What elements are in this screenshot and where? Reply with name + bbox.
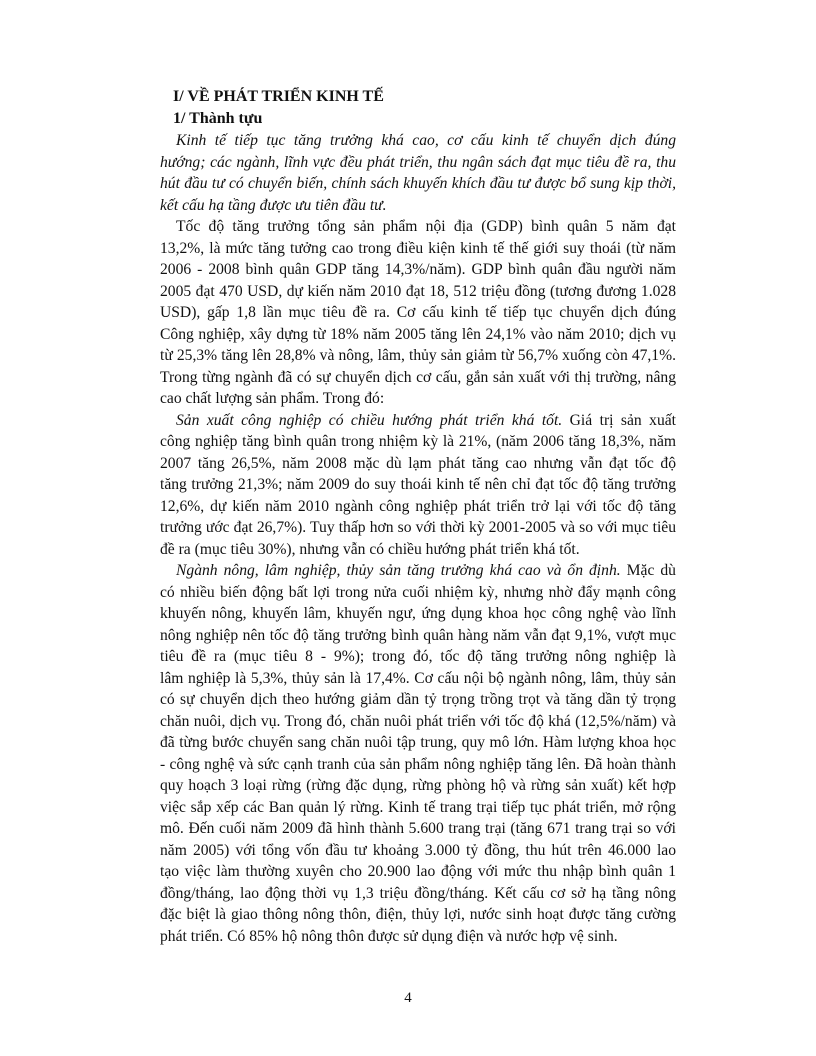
subsection-heading: 1/ Thành tựu [173,110,263,127]
text-line [160,130,676,152]
line-text: Kinh tế tiếp tục tăng trưởng khá cao, cơ cấu kinh tế chuyển dịch đúng [176,132,676,149]
line-text: khuyến nông, khuyến lâm, khuyến ngư, ứng dụng khoa học công nghệ vào lĩnh [160,605,676,622]
line-text: tăng trưởng 21,3%; năm 2009 do suy thoái kinh tế nên chỉ đạt tốc độ tăng trưởng [160,476,676,493]
line-text: năm 2005) với tổng vốn đầu tư khoảng 3.000 tỷ đồng, thu hút trên 46.000 lao [160,841,676,859]
line-text: phát triển. Có 85% hộ nông thôn được sử dụng điện và nước hợp vệ sinh. [160,927,618,945]
line-text: nông nghiệp nên tốc độ tăng trưởng bình quân hàng năm vẫn đạt 9,1%, vượt mục [160,626,676,644]
text-line [160,388,676,410]
document-body [160,86,676,947]
line-text: 2005 đạt 470 USD, dự kiến năm 2010 đạt 18, 512 triệu đồng (tương đương 1.028 [160,282,676,300]
line-text: từ 25,3% tăng lên 28,8% và nông, lâm, thủy sản giảm từ 56,7% xuống còn 47,1%. [160,347,676,364]
text-line [160,302,676,324]
text-line [160,603,676,625]
line-text: có sự chuyển dịch theo hướng giảm dần tỷ trọng trồng trọt và tăng dần tỷ trọng [160,691,676,708]
text-line [160,195,676,217]
paragraphs [160,130,676,947]
line-text: Công nghiệp, xây dựng từ 18% năm 2005 tăng lên 24,1% vào năm 2010; dịch vụ [160,325,676,343]
text-line [160,582,676,604]
text-line [160,668,676,690]
line-text: Tốc độ tăng trưởng tổng sản phẩm nội địa (GDP) bình quân 5 năm đạt [176,218,676,235]
line-text: trưởng ước đạt 26,7%). Tuy thấp hơn so với thời kỳ 2001-2005 và so với mục tiêu [160,519,676,536]
text-line [160,926,676,948]
text-line [160,711,676,733]
line-text: tiêu đề ra (mục tiêu 8 - 9%); trong đó, tốc độ tăng trưởng nông nghiệp là [160,648,676,665]
text-line [160,883,676,905]
line-text: 12,6%, dự kiến năm 2010 ngành công nghiệp phát triển trở lại với tốc độ tăng [160,497,676,515]
line-text: Mặc dù [620,562,676,579]
text-line [160,904,676,926]
line-text: đồng/tháng, lao động thời vụ 1,3 triệu đồng/tháng. Kết cấu cơ sở hạ tầng nông [160,884,676,902]
line-text: lâm nghiệp là 5,3%, thủy sản là 17,4%. Cơ cấu nội bộ ngành nông, lâm, thủy sản [160,669,676,687]
line-text: kết cấu hạ tầng được ưu tiên đầu tư. [160,196,387,214]
italic-lead-sentence: Sản xuất công nghiệp có chiều hướng phát triển khá tốt. [176,411,563,429]
text-line [160,818,676,840]
line-text: 2006 - 2008 bình quân GDP tăng 14,3%/năm). GDP bình quân đầu người năm [160,261,676,278]
text-line [160,496,676,518]
text-line [160,367,676,389]
text-line [160,324,676,346]
line-text: đặc biệt là giao thông nông thôn, điện, thủy lợi, nước sinh hoạt được tăng cường [160,906,676,923]
line-text: việc sắp xếp các Ban quản lý rừng. Kinh tế trang trại tiếp tục phát triển, mở rộng [160,798,676,816]
text-line [160,797,676,819]
text-line [160,410,676,432]
line-text: hút đầu tư có chuyển biến, chính sách khuyến khích đầu tư được bổ sung kịp thời, [160,175,676,192]
text-line [160,216,676,238]
line-text: 13,2%, là mức tăng tưởng cao trong điều kiện kinh tế thế giới suy thoái (từ năm [160,239,676,257]
line-text: USD), gấp 1,8 lần mục tiêu đề ra. Cơ cấu kinh tế tiếp tục chuyển dịch đúng [160,304,676,321]
text-line [160,732,676,754]
line-text: cao chất lượng sản phẩm. Trong đó: [160,390,385,407]
line-text: mô. Đến cuối năm 2009 đã hình thành 5.600 trang trại (tăng 671 trang trại so với [160,820,676,837]
text-line [160,560,676,582]
line-text: 2007 tăng 26,5%, năm 2008 mặc dù lạm phát tăng cao nhưng vẫn đạt tốc độ [160,454,676,472]
text-line [160,345,676,367]
text-line [160,689,676,711]
line-text: hướng; các ngành, lĩnh vực đều phát triển, thu ngân sách đạt mục tiêu đề ra, thu [160,153,676,171]
line-text: đã từng bước chuyển sang chăn nuôi tập trung, quy mô lớn. Hàm lượng khoa học [160,734,676,751]
line-text: Trong từng ngành đã có sự chuyển dịch cơ cấu, gắn sản xuất với thị trường, nâng [160,368,676,386]
text-line [160,474,676,496]
section-heading: I/ VỀ PHÁT TRIỂN KINH TẾ [173,88,384,105]
text-line [160,646,676,668]
page-number: 4 [404,990,412,1006]
italic-lead-sentence: Ngành nông, lâm nghiệp, thủy sản tăng trưởng khá cao và ổn định. [176,562,621,579]
text-line [160,625,676,647]
text-line [160,431,676,453]
text-line [160,754,676,776]
line-text: quy hoạch 3 loại rừng (rừng đặc dụng, rừng phòng hộ và rừng sản xuất) kết hợp [160,777,676,794]
paragraph [160,560,676,947]
paragraph [160,216,676,410]
line-text: công nghiệp tăng bình quân trong nhiệm kỳ là 21%, (năm 2006 tăng 18,3%, năm [160,433,676,450]
text-line [160,453,676,475]
line-text: tạo việc làm thường xuyên cho 20.900 lao động với mức thu nhập bình quân 1 [160,863,676,880]
text-line [160,840,676,862]
text-line [160,238,676,260]
line-text: có nhiều biến động bất lợi trong nửa cuối nhiệm kỳ, nhưng nhờ đẩy mạnh công [160,583,676,601]
line-text: đề ra (mục tiêu 30%), nhưng vẫn có chiều hướng phát triển khá tốt. [160,540,580,558]
text-line [160,152,676,174]
text-line [160,173,676,195]
paragraph [160,410,676,561]
text-line [160,259,676,281]
text-line [160,539,676,561]
text-line [160,517,676,539]
text-line [160,861,676,883]
line-text: chăn nuôi, dịch vụ. Trong đó, chăn nuôi phát triển với tốc độ khá (12,5%/năm) và [160,712,676,730]
line-text: Giá trị sản xuất [562,411,676,429]
text-line [160,281,676,303]
line-text: - công nghệ và sức cạnh tranh của sản phẩm nông nghiệp tăng lên. Đã hoàn thành [160,755,676,773]
paragraph [160,130,676,216]
text-line [160,775,676,797]
